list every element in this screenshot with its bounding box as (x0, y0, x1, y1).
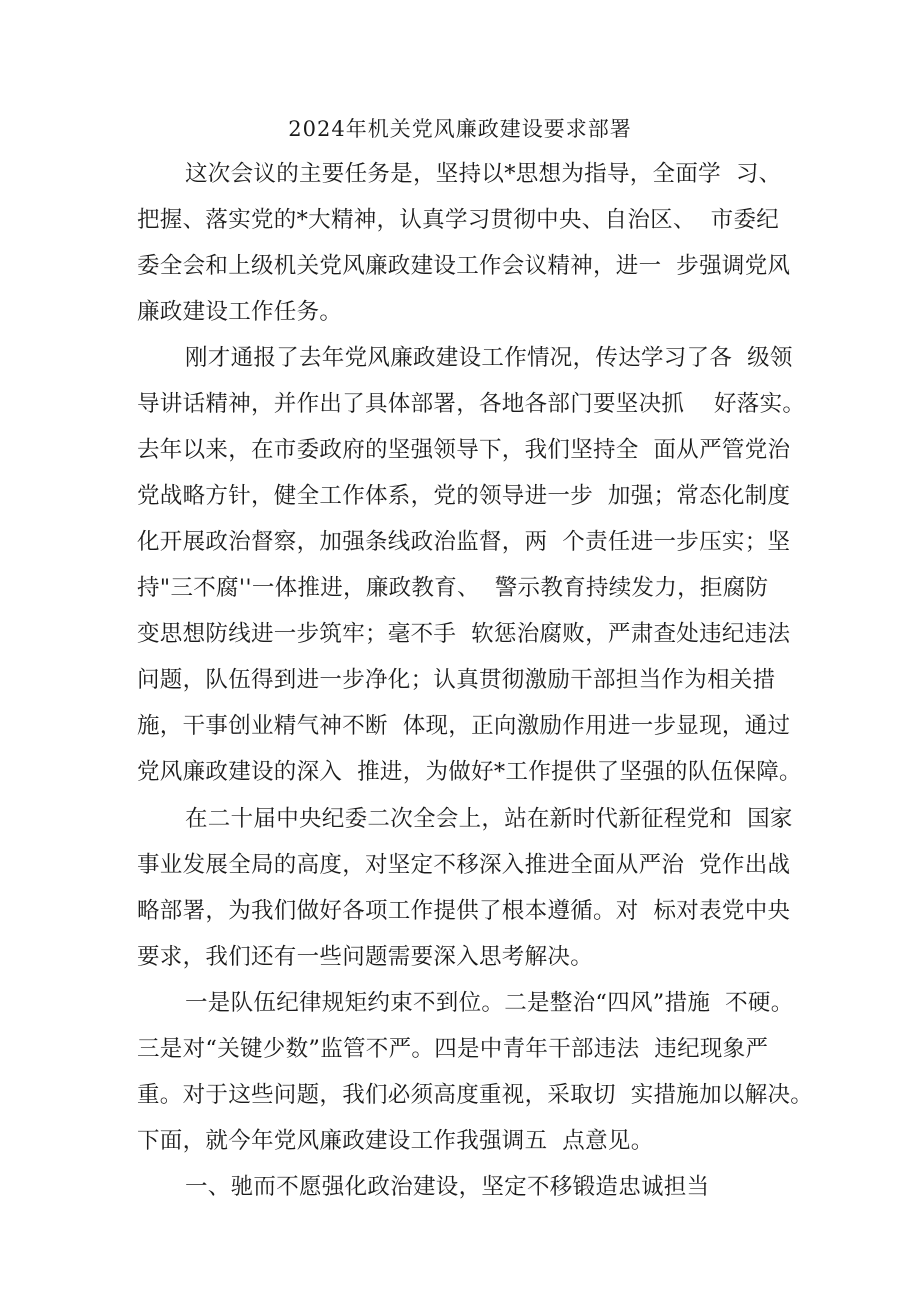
text-line: 刚才通报了去年党风廉政建设工作情况，传达学习了各 级领 (185, 345, 793, 371)
text-line: 廉政建设工作任务。 (137, 299, 343, 325)
text-line: 事业发展全局的高度，对坚定不移深入推进全面从严治 党作出战 (137, 852, 791, 878)
text-line: 略部署，为我们做好各项工作提供了根本遵循。对 标对表党中央 (137, 898, 791, 924)
text-line: 化开展政治督察，加强条线政治监督，两 个责任进一步压实；坚 (137, 529, 791, 555)
text-line: 要求，我们还有一些问题需要深入思考解决。 (137, 944, 594, 970)
text-line: 去年以来，在市委政府的坚强领导下，我们坚持全 面从严管党治 (137, 437, 791, 463)
text-line: 把握、落实党的*大精神，认真学习贯彻中央、自治区、 市委纪 (137, 207, 780, 233)
text-line: 导讲话精神，并作出了具体部署，各地各部门要坚决抓 好落实。 (137, 391, 806, 417)
section-heading: 一、驰而不愿强化政治建设，坚定不移锻造忠诚担当 (185, 1174, 710, 1200)
text-line: 施，干事创业精气神不断 体现，正向激励作用进一步显现，通过 (137, 713, 791, 739)
text-line: 在二十届中央纪委二次全会上，站在新时代新征程党和 国家 (185, 806, 793, 832)
text-line: 持"三不腐''一体推进，廉政教育、 警示教育持续发力，拒腐防 (137, 575, 769, 601)
text-line: 党风廉政建设的深入 推进，为做好*工作提供了坚强的队伍保障。 (137, 759, 802, 785)
text-line: 委全会和上级机关党风廉政建设工作会议精神，进一 步强调党风 (137, 253, 791, 279)
text-line: 一是队伍纪律规矩约束不到位。二是整治“四风”措施 不硬。 (185, 990, 794, 1016)
text-line: 重。对于这些问题，我们必须高度重视，采取切 实措施加以解决。 (137, 1082, 814, 1108)
text-line: 三是对“关键少数”监管不严。四是中青年干部违法 违纪现象严 (137, 1036, 769, 1062)
text-line: 党战略方针，健全工作体系，党的领导进一步 加强；常态化制度 (137, 483, 791, 509)
text-line: 变思想防线进一步筑牢；毫不手 软惩治腐败，严肃查处违纪违法 (137, 621, 791, 647)
text-line: 这次会议的主要任务是，坚持以*思想为指导，全面学 习、 (185, 161, 782, 187)
text-line: 问题，队伍得到进一步净化；认真贯彻激励干部担当作为相关措 (137, 667, 776, 693)
text-line: 下面，就今年党风廉政建设工作我强调五 点意见。 (137, 1128, 654, 1154)
document-title: 2024年机关党风廉政建设要求部署 (288, 117, 632, 141)
